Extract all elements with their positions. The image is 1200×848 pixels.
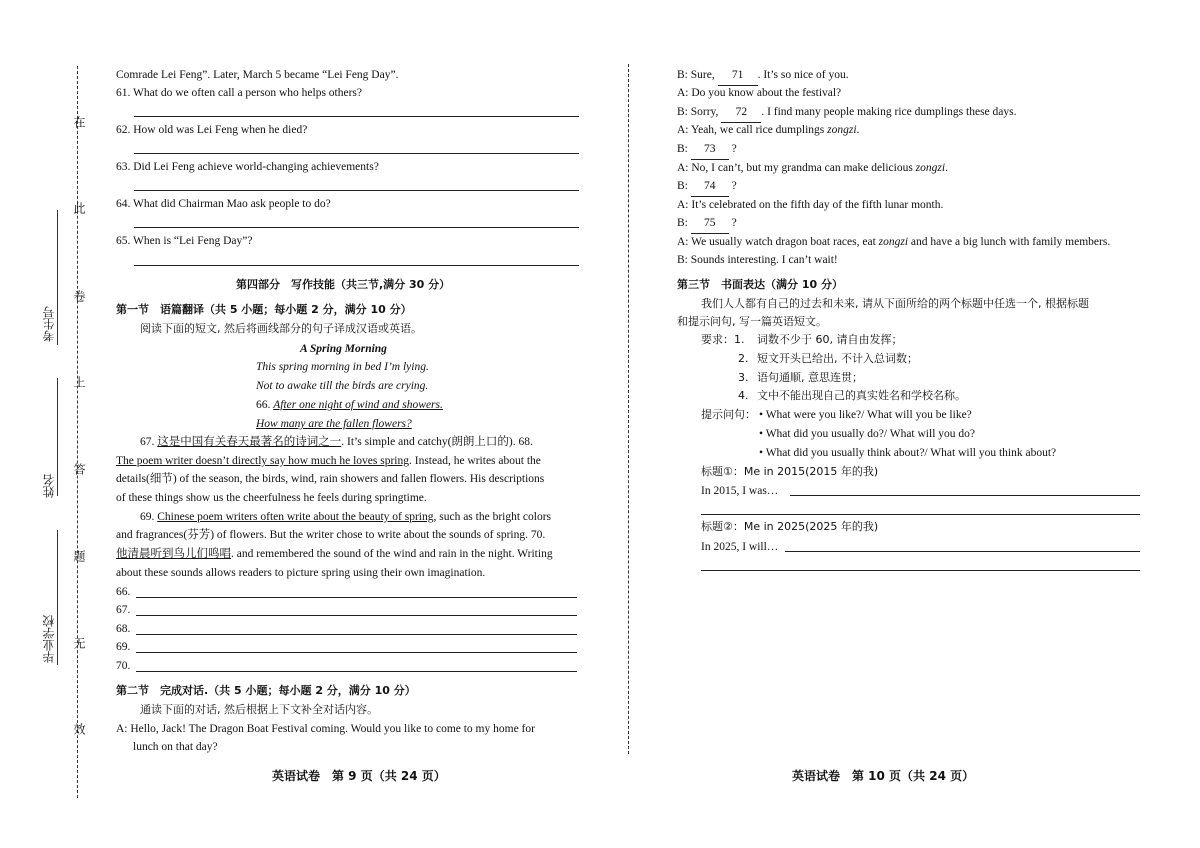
dialog-a3-text: A: Yeah, we call rice dumplings [677, 124, 828, 136]
para1-line4: of these things show us the cheerfulness he feels during springtime. [116, 492, 427, 504]
answer-num-69: 69. [116, 641, 131, 653]
underlined-68: The poem writer doesn’t directly say how much he loves spring [116, 455, 409, 467]
poem-title: A Spring Morning [300, 343, 387, 355]
answer-num-68: 68. [116, 623, 131, 635]
answer-line-64[interactable] [134, 227, 579, 228]
section2-title: 第二节 完成对话.（共 5 小题；每小题 2 分，满分 10 分） [116, 684, 416, 697]
dialog-b1 [677, 66, 849, 86]
blank-71[interactable]: 71 [718, 66, 758, 86]
para2-line1 [140, 508, 551, 527]
text-70: . and remembered the sound of the wind and rain in the night. Writing [231, 548, 553, 560]
dialog-a1-cont: lunch on that day? [133, 741, 218, 753]
poem-line-2: Not to awake till the birds are crying. [256, 380, 429, 392]
text-69: , such as the bright colors [433, 511, 552, 523]
poem-line-4: How many are the fallen flowers? [256, 418, 412, 430]
start-sentence-2: In 2025, I will… [701, 541, 779, 553]
underlined-70: 他清晨听到鸟儿们鸣唱 [116, 548, 231, 560]
start-sentence-1: In 2015, I was… [701, 485, 779, 497]
dialog-b2-suffix: . I find many people making rice dumplings these days. [761, 106, 1017, 118]
dialog-a6-text: A: We usually watch dragon boat races, eat [677, 236, 879, 248]
dialog-b5 [677, 214, 737, 234]
candidate-number-line [57, 210, 58, 345]
binding-char: 此 [72, 202, 86, 214]
dialog-a4 [677, 159, 948, 178]
translation-line-68[interactable] [136, 634, 577, 635]
dialog-a6-italic: zongzi [878, 236, 909, 248]
dialog-b4-prefix: B: [677, 180, 691, 192]
school-line [57, 530, 58, 665]
hint-label: 提示问句： [701, 408, 756, 421]
para2-line4: about these sounds allows readers to picture spring using their own imagination. [116, 567, 486, 579]
dialog-b4-suffix: ? [731, 180, 737, 192]
dialog-a6 [677, 233, 1110, 252]
writing-line-4[interactable] [701, 570, 1140, 571]
question-62: 62. How old was Lei Feng when he died? [116, 124, 308, 136]
dialog-a4-end: . [945, 162, 948, 174]
binding-char: 卷 [72, 290, 86, 302]
binding-char: 题 [72, 550, 86, 562]
poem-number-66: 66. [256, 399, 271, 411]
part4-title: 第四部分 写作技能（共三节,满分 30 分） [236, 278, 451, 291]
title-option-1: 标题①：Me in 2015(2015 年的我) [701, 465, 879, 478]
candidate-number-label: 考生号 [42, 306, 56, 342]
writing-line-1[interactable] [790, 495, 1140, 496]
requirement-num-4: 4. [738, 389, 749, 402]
dialog-a2: A: Do you know about the festival? [677, 87, 842, 99]
binding-dashed-line [77, 66, 78, 798]
dialog-b3-suffix: ? [731, 143, 737, 155]
requirement-2: 短文开头已给出, 不计入总词数； [757, 352, 918, 365]
translation-line-70[interactable] [136, 671, 577, 672]
blank-75[interactable]: 75 [691, 214, 729, 234]
answer-num-67: 67. [116, 604, 131, 616]
section1-title: 第一节 语篇翻译（共 5 小题；每小题 2 分，满分 10 分） [116, 303, 412, 316]
writing-line-2[interactable] [701, 514, 1140, 515]
underlined-67: 这是中国有关春天最著名的诗词之一 [157, 436, 342, 448]
para2-line3 [116, 545, 553, 564]
binding-char: 无 [72, 637, 86, 649]
answer-line-61[interactable] [134, 116, 579, 117]
answer-line-63[interactable] [134, 190, 579, 191]
dialog-b3-prefix: B: [677, 143, 691, 155]
dialog-a3-end: . [856, 124, 860, 136]
translation-line-67[interactable] [136, 615, 577, 616]
hint-3: • What did you usually think about?/ What will you think about? [759, 447, 1057, 459]
dialog-b5-suffix: ? [731, 217, 737, 229]
dialog-b4 [677, 177, 737, 197]
dialog-a3 [677, 121, 859, 140]
answer-line-65[interactable] [134, 265, 579, 266]
dialog-a5: A: It’s celebrated on the fifth day of the fifth lunar month. [677, 199, 944, 211]
dialog-b1-suffix: . It’s so nice of you. [757, 69, 849, 81]
binding-char: 在 [72, 116, 86, 128]
blank-74[interactable]: 74 [691, 177, 729, 197]
requirements-label: 要求：1. [701, 333, 745, 346]
binding-char: 答 [72, 463, 86, 475]
page-divider [628, 64, 629, 754]
dialog-a4-text: A: No, I can’t, but my grandma can make delicious [677, 162, 916, 174]
requirement-1: 词数不少于 60, 请自由发挥； [757, 333, 903, 346]
dialog-b2-prefix: B: Sorry, [677, 106, 722, 118]
blank-73[interactable]: 73 [691, 140, 729, 160]
dialog-b5-prefix: B: [677, 217, 691, 229]
poem-line-3 [256, 396, 443, 415]
title-option-2: 标题②：Me in 2025(2025 年的我) [701, 520, 879, 533]
dialog-a1: A: Hello, Jack! The Dragon Boat Festival coming. Would you like to come to my home for [116, 723, 535, 735]
name-label: 姓名 [42, 474, 56, 498]
answer-num-66: 66. [116, 586, 131, 598]
section1-instructions: 阅读下面的短文, 然后将画线部分的句子译成汉语或英语。 [140, 322, 422, 335]
para1-line2 [116, 452, 541, 471]
intro-line: Comrade Lei Feng”. Later, March 5 became “Lei Feng Day”. [116, 69, 399, 81]
section3-title: 第三节 书面表达（满分 10 分） [677, 278, 843, 291]
num-67: 67. [140, 436, 158, 448]
binding-char: 效 [72, 723, 86, 735]
dialog-b6: B: Sounds interesting. I can’t wait! [677, 254, 838, 266]
section2-instructions: 通读下面的对话, 然后根据上下文补全对话内容。 [140, 703, 378, 716]
binding-char: 上 [72, 376, 86, 388]
text-67: . It’s simple and catchy(朗朗上口的). 68. [341, 436, 533, 448]
translation-line-69[interactable] [136, 652, 577, 653]
blank-72[interactable]: 72 [721, 103, 761, 123]
poem-line-3-text: After one night of wind and showers. [273, 399, 443, 411]
requirement-4: 文中不能出现自己的真实姓名和学校名称。 [757, 389, 966, 402]
writing-line-3[interactable] [785, 551, 1140, 552]
hint-2: • What did you usually do?/ What will you do? [759, 428, 976, 440]
num-69: 69. [140, 511, 158, 523]
requirement-num-2: 2. [738, 352, 749, 365]
answer-num-70: 70. [116, 660, 131, 672]
dialog-b2 [677, 103, 1017, 123]
question-61: 61. What do we often call a person who helps others? [116, 87, 363, 99]
school-label: 毕业学校 [42, 615, 56, 663]
dialog-a6-end: and have a big lunch with family members. [908, 236, 1111, 248]
para2-line2: and fragrances(芬芳) of flowers. But the writer chose to write about the sounds of spring. 70. [116, 529, 546, 541]
poem-line-1: This spring morning in bed I’m lying. [256, 361, 429, 373]
text-68: . Instead, he writes about the [408, 455, 541, 467]
section3-line2: 和提示问句, 写一篇英语短文。 [677, 315, 827, 328]
requirement-3: 语句通顺, 意思连贯； [757, 371, 863, 384]
hint-1: • What were you like?/ What will you be like? [759, 409, 972, 421]
para1-line1 [140, 433, 533, 452]
dialog-a3-italic: zongzi [827, 124, 857, 136]
question-65: 65. When is “Lei Feng Day”? [116, 235, 253, 247]
underlined-69: Chinese poem writers often write about the beauty of spring [157, 511, 434, 523]
question-64: 64. What did Chairman Mao ask people to do? [116, 198, 331, 210]
dialog-a4-italic: zongzi [915, 162, 946, 174]
dialog-b1-prefix: B: Sure, [677, 69, 718, 81]
name-line [57, 378, 58, 496]
answer-line-62[interactable] [134, 153, 579, 154]
requirement-num-3: 3. [738, 371, 749, 384]
para1-line3: details(细节) of the season, the birds, wind, rain showers and fallen flowers. His descriptions [116, 473, 545, 485]
translation-line-66[interactable] [136, 597, 577, 598]
left-footer: 英语试卷 第 9 页（共 24 页） [272, 769, 446, 783]
section3-line1: 我们人人都有自己的过去和未来, 请从下面所给的两个标题中任选一个, 根据标题 [701, 297, 1089, 310]
question-63: 63. Did Lei Feng achieve world-changing achievements? [116, 161, 379, 173]
dialog-b3 [677, 140, 737, 160]
right-footer: 英语试卷 第 10 页（共 24 页） [792, 769, 975, 783]
